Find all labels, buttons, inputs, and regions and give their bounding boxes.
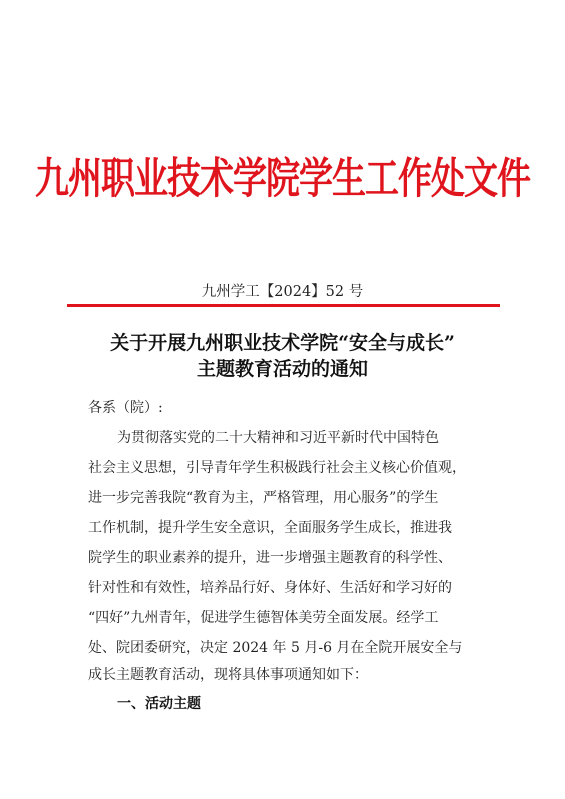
section-heading: 一、活动主题 (117, 696, 201, 712)
body-line: 工作机制，提升学生安全意识，全面服务学生成长，推进我 (88, 520, 452, 536)
red-divider-rule (67, 304, 500, 307)
body-line: 进一步完善我院“教育为主，严格管理，用心服务”的学生 (88, 490, 439, 506)
body-line: 针对性和有效性，培养品行好、身体好、生活好和学习好的 (88, 580, 452, 596)
body-line: “四好”九州青年，促进学生德智体美劳全面发展。经学工 (88, 610, 439, 626)
notice-title-line-1: 关于开展九州职业技术学院“安全与成长” (110, 332, 455, 354)
document-number: 九州学工【2024】52 号 (201, 284, 364, 300)
body-line: 处、院团委研究，决定 2024 年 5 月-6 月在全院开展安全与 (88, 640, 463, 656)
body-line: 成长主题教育活动，现将具体事项通知如下： (88, 667, 368, 683)
body-line: 为贯彻落实党的二十大精神和习近平新时代中国特色 (117, 430, 439, 446)
notice-title-line-2: 主题教育活动的通知 (196, 358, 368, 380)
masthead-title: 九州职业技术学院学生工作处文件 (35, 154, 530, 205)
salutation: 各系（院）: (88, 400, 163, 416)
body-line: 社会主义思想，引导青年学生积极践行社会主义核心价值观， (88, 460, 466, 476)
body-line: 院学生的职业素养的提升，进一步增强主题教育的科学性、 (88, 550, 452, 566)
